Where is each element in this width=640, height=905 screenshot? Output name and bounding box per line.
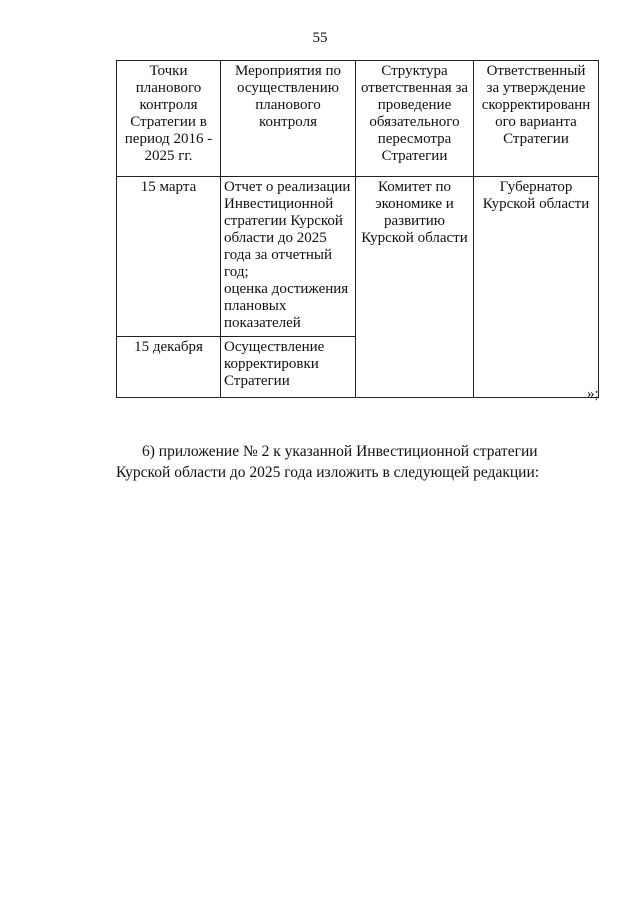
row-activity: Отчет о реализации Инвестиционной стратегии Курской области до 2025 года за отчетный год; оценка достижения плановых показателей [221,177,356,337]
row-date: 15 марта [117,177,221,337]
header-responsible-structure: Структура ответственная за проведение обязательного пересмотра Стратегии [356,61,474,177]
closing-quote-mark: »; [587,386,599,402]
header-approver: Ответственный за утверждение скорректированн ого варианта Стратегии [474,61,599,177]
table-row [117,177,599,337]
row-date: 15 декабря [117,337,221,398]
row-activity: Осуществление корректировки Стратегии [221,337,356,398]
approver-cell: Губернатор Курской области [474,177,599,398]
header-activities: Мероприятия по осуществлению планового контроля [221,61,356,177]
header-control-points: Точки планового контроля Стратегии в период 2016 - 2025 гг. [117,61,221,177]
page-number: 55 [312,30,328,46]
table-header-row [117,61,599,177]
control-plan-table [116,60,599,398]
responsible-structure-cell: Комитет по экономике и развитию Курской области [356,177,474,398]
body-paragraph: 6) приложение № 2 к указанной Инвестиционной стратегии Курской области до 2025 года изложить в следующей редакции: [116,443,540,481]
